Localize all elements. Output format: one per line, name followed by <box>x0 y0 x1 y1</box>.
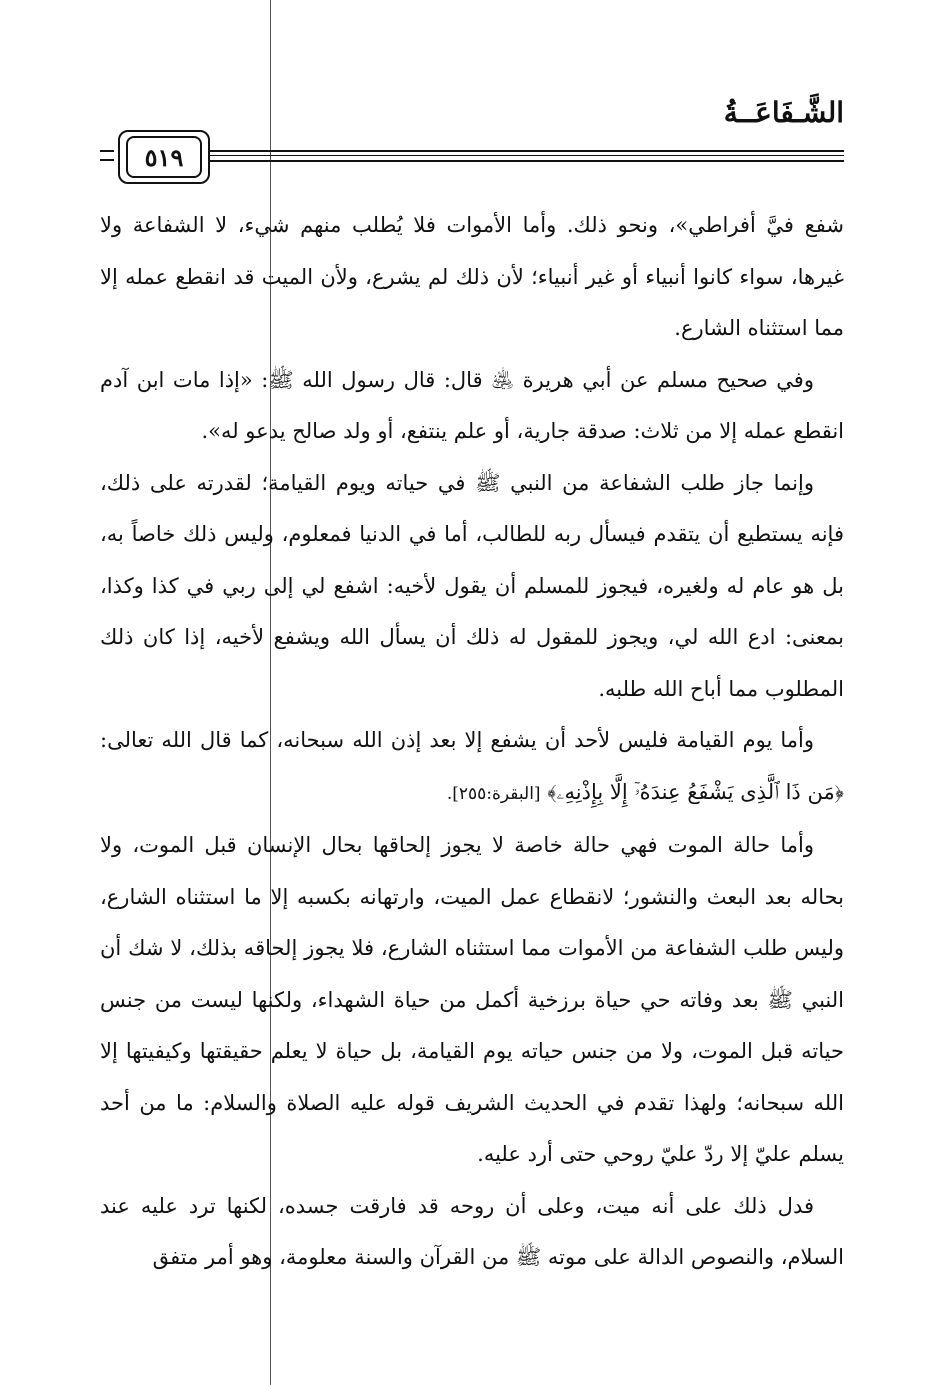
header-rule-end-mark <box>100 150 114 162</box>
paragraph-5: وأما حالة الموت فهي حالة خاصة لا يجوز إلحاقها بحال الإنسان قبل الموت، ولا بحاله بعد البعث والنشور؛ لانقطاع عمل الميت، وارتهانه بكسبه إلا ما استثناه الشارع، وليس طلب الشفاعة من الأموات مما استثناه الشارع، فلا يجوز إلحاقه بذلك، لا شك أن النبي ﷺ بعد وفاته حي حياة برزخية أكمل من حياة الشهداء، ولكنها ليست من جنس حياته قبل الموت، ولا من جنس حياته يوم القيامة، بل حياة لا يعلم حقيقتها وكيفيتها إلا الله سبحانه؛ ولهذا تقدم في الحديث الشريف قوله عليه الصلاة والسلام: ما من أحد يسلم عليّ إلا ردّ عليّ روحي حتى أرد عليه. <box>100 833 844 1166</box>
paragraph-6: فدل ذلك على أنه ميت، وعلى أن روحه قد فارقت جسده، لكنها ترد عليه عند السلام، والنصوص الدالة على موته ﷺ من القرآن والسنة معلومة، وهو أمر متفق <box>100 1193 844 1269</box>
paragraph-4 <box>100 715 844 820</box>
header-rule-top <box>210 150 844 152</box>
page-number-frame <box>118 130 210 184</box>
main-text <box>100 200 844 1284</box>
header-rule-bottom <box>210 160 844 162</box>
paragraph-4-text: وأما يوم القيامة فليس لأحد أن يشفع إلا بعد إذن الله سبحانه، كما قال الله تعالى: ﴿مَن ذَا ٱلَّذِى يَشْفَعُ عِندَهُۥٓ إِلَّا بِإِذْنِهِۦ﴾ <box>100 728 844 804</box>
header-rule-middle <box>210 155 844 156</box>
quran-reference: [البقرة:٢٥٥]. <box>446 783 541 804</box>
paragraph-1: شفع فيَّ أفراطي»، ونحو ذلك. وأما الأموات فلا يُطلب منهم شيء، لا الشفاعة ولا غيرها، سواء كانوا أنبياء أو غير أنبياء؛ لأن ذلك لم يشرع، ولأن الميت قد انقطع عمله إلا مما استثناه الشارع. <box>100 213 844 340</box>
page-number: ٥١٩ <box>126 136 202 178</box>
running-title: الشَّـفَاعَــةُ <box>723 96 844 129</box>
paragraph-2: وفي صحيح مسلم عن أبي هريرة ﵁ قال: قال رسول الله ﷺ: «إذا مات ابن آدم انقطع عمله إلا من ثلاث: صدقة جارية، أو علم ينتفع، أو ولد صالح يدعو له». <box>100 367 844 443</box>
paragraph-3: وإنما جاز طلب الشفاعة من النبي ﷺ في حياته ويوم القيامة؛ لقدرته على ذلك، فإنه يستطيع أن يتقدم فيسأل ربه للطالب، أما في الدنيا فمعلوم، وليس ذلك خاصاً به، بل هو عام له ولغيره، فيجوز للمسلم أن يقول لأخيه: اشفع لي إلى ربي في كذا وكذا، بمعنى: ادع الله لي، ويجوز للمقول له ذلك أن يسأل الله ويشفع لأخيه، إذا كان ذلك المطلوب مما أباح الله طلبه. <box>100 470 844 701</box>
